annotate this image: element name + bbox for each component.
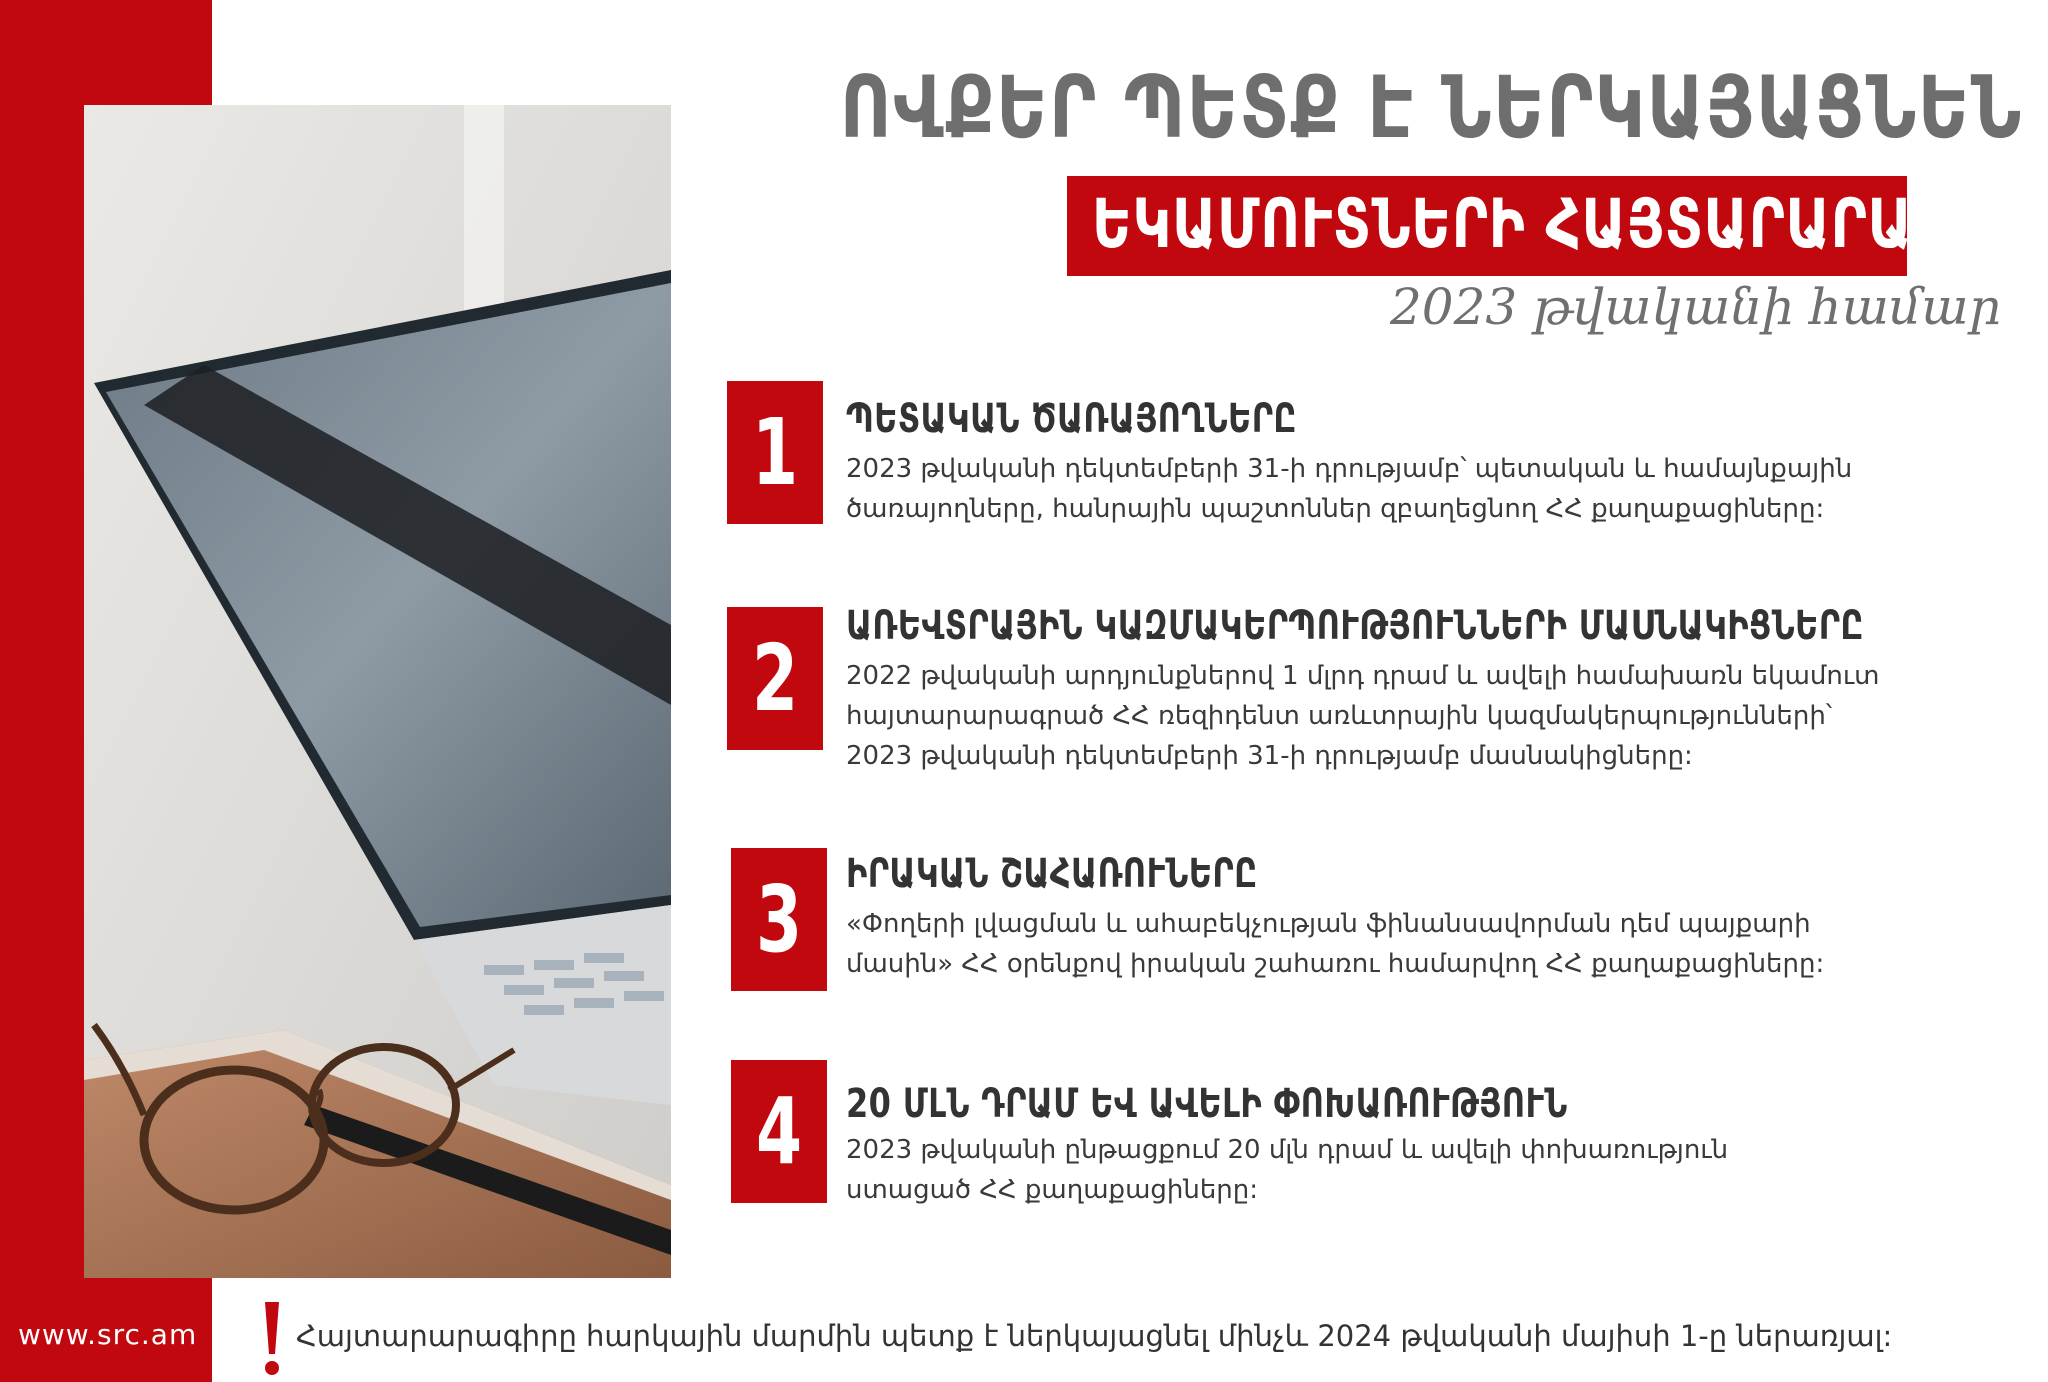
page-title-line1: ՈՎՔԵՐ ՊԵՏՔ Է ՆԵՐԿԱՅԱՑՆԵՆ (840, 58, 2023, 158)
item-1-description (846, 449, 1986, 529)
item-4-description (846, 1130, 1986, 1210)
item-3-line-1: «Փողերի լվացման և ահաբեկչության ֆինանսավորման դեմ պայքարի (846, 909, 1811, 939)
website-url[interactable]: www.src.am (18, 1318, 198, 1351)
exclamation-icon (262, 1300, 282, 1378)
item-1-line-1: 2023 թվականի դեկտեմբերի 31-ի դրությամբ՝ պետական և համայնքային (846, 454, 1853, 484)
item-2-title: ԱՌԵՎՏՐԱՅԻՆ ԿԱԶՄԱԿԵՐՊՈՒԹՅՈՒՆՆԵՐԻ ՄԱՍՆԱԿԻՑՆԵՐԸ (846, 603, 1864, 649)
item-4-line-1: 2023 թվականի ընթացքում 20 մլն դրամ և ավելի փոխառություն (846, 1135, 1729, 1165)
item-4-number-badge (731, 1060, 827, 1203)
item-3-title: ԻՐԱԿԱՆ ՇԱՀԱՌՈՒՆԵՐԸ (846, 851, 1258, 897)
item-4-title: 20 ՄԼՆ ԴՐԱՄ ԵՎ ԱՎԵԼԻ ՓՈԽԱՌՈՒԹՅՈՒՆ (846, 1081, 1568, 1127)
page-subtitle: 2023 թվականի համար (1390, 278, 2001, 336)
laptop-photo (84, 105, 671, 1278)
item-1-number-badge (727, 381, 823, 524)
item-2-line-2: հայտարարագրած ՀՀ ռեզիդենտ առևտրային կազմակերպությունների՝ (846, 701, 1833, 731)
item-4-number: 4 (755, 1078, 803, 1185)
item-2-line-1: 2022 թվականի արդյունքներով 1 մլրդ դրամ և ավելի համախառն եկամուտ (846, 661, 1880, 691)
item-1-title: ՊԵՏԱԿԱՆ ԾԱՌԱՅՈՂՆԵՐԸ (846, 396, 1297, 442)
item-3-line-2: մասին» ՀՀ օրենքով իրական շահառու համարվող ՀՀ քաղաքացիները: (846, 949, 1825, 979)
item-1-line-2: ծառայողները, հանրային պաշտոններ զբաղեցնող ՀՀ քաղաքացիները: (846, 494, 1825, 524)
item-2-number: 2 (751, 625, 799, 732)
item-2-number-badge (727, 607, 823, 750)
item-3-number: 3 (755, 866, 803, 973)
item-1-number: 1 (751, 399, 799, 506)
item-3-description (846, 904, 1986, 984)
item-2-description (846, 656, 1986, 776)
page-title-line2: ԵԿԱՄՈՒՏՆԵՐԻ ՀԱՅՏԱՐԱՐԱԳԻՐ (1092, 185, 2028, 264)
footer-note: Հայտարարագիրը հարկային մարմին պետք է ներկայացնել մինչև 2024 թվականի մայիսի 1-ը ներառյալ: (296, 1319, 1893, 1353)
item-3-number-badge (731, 848, 827, 991)
item-4-line-2: ստացած ՀՀ քաղաքացիները: (846, 1175, 1259, 1205)
item-2-line-3: 2023 թվականի դեկտեմբերի 31-ի դրությամբ մասնակիցները: (846, 741, 1693, 771)
